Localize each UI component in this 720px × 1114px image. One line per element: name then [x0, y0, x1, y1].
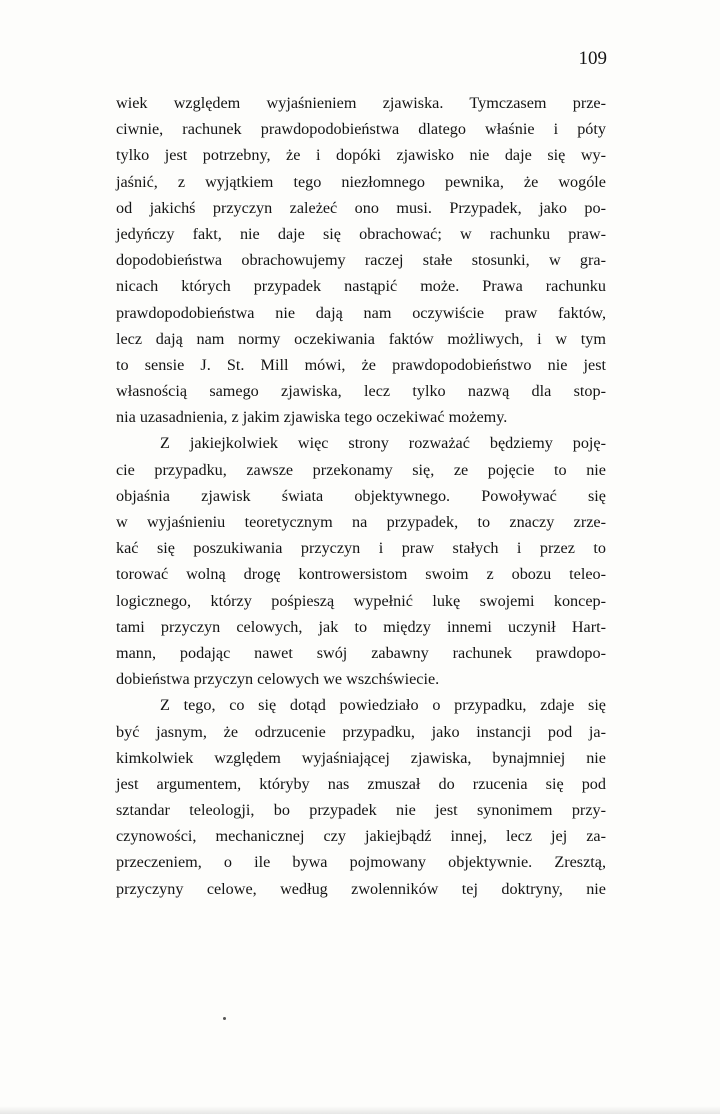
text-line: od jakichś przyczyn zależeć ono musi. Przypadek, jako po- — [116, 198, 606, 217]
text-line: Z jakiejkolwiek więc strony rozważać będziemy poję- — [160, 434, 606, 453]
text-line: dopodobieństwa obrachowujemy raczej stałe stosunki, w gra- — [116, 251, 606, 270]
text-line: kać się poszukiwania przyczyn i praw stałych i przez to — [116, 539, 606, 558]
text-line: prawdopodobieństwa nie dają nam oczywiście praw faktów, — [116, 303, 606, 322]
text-line: wiek względem wyjaśnieniem zjawiska. Tymczasem prze- — [116, 94, 606, 112]
text-line: czynowości, mechanicznej czy jakiejbądź innej, lecz jej za- — [116, 827, 606, 846]
page-number: 109 — [578, 48, 607, 69]
text-line: sztandar teleologji, bo przypadek nie jest synonimem przy- — [116, 801, 606, 820]
text-line: to sensie J. St. Mill mówi, że prawdopodobieństwo nie jest — [116, 355, 606, 374]
page-bottom-edge — [0, 1106, 720, 1114]
text-line: ciwnie, rachunek prawdopodobieństwa dlatego właśnie i póty — [116, 120, 606, 139]
text-line: jest argumentem, któryby nas zmuszał do rzucenia się pod — [116, 774, 606, 793]
text-line: mann, podając nawet swój zabawny rachunek prawdopo- — [116, 643, 606, 662]
text-line: tylko jest potrzebny, że i dopóki zjawisko nie daje się wy- — [116, 146, 606, 165]
text-line: tami przyczyn celowych, jak to między innemi uczynił Hart- — [116, 617, 606, 636]
text-line: dobieństwa przyczyn celowych we wszchświecie. — [116, 670, 440, 689]
text-line: Z tego, co się dotąd powiedziało o przypadku, zdaje się — [160, 696, 606, 715]
text-line: objaśnia zjawisk świata objektywnego. Powoływać się — [116, 486, 606, 505]
body-text — [116, 90, 606, 902]
text-line: jedyńczy fakt, nie daje się obrachować; w rachunku praw- — [116, 224, 606, 243]
text-line: logicznego, którzy pośpieszą wypełnić lukę swojemi koncep- — [116, 591, 606, 610]
text-line: cie przypadku, zawsze przekonamy się, ze pojęcie to nie — [116, 460, 606, 479]
paragraph-1 — [116, 90, 606, 430]
text-line: nia uzasadnienia, z jakim zjawiska tego oczekiwać możemy. — [116, 408, 508, 427]
text-line: lecz dają nam normy oczekiwania faktów możliwych, i w tym — [116, 329, 606, 348]
text-line: własnością samego zjawiska, lecz tylko nazwą dla stop- — [116, 382, 606, 401]
text-line: nicach których przypadek nastąpić może. Prawa rachunku — [116, 277, 606, 296]
text-line: jaśnić, z wyjątkiem tego niezłomnego pewnika, że wogóle — [116, 172, 606, 191]
ink-speck — [223, 1017, 226, 1020]
text-line: torować wolną drogę kontrowersistom swoim z obozu teleo- — [116, 565, 606, 584]
text-line: w wyjaśnieniu teoretycznym na przypadek, to znaczy zrze- — [116, 513, 606, 531]
paragraph-3 — [116, 692, 606, 902]
paragraph-2 — [116, 430, 606, 692]
text-line: kimkolwiek względem wyjaśniającej zjawiska, bynajmniej nie — [116, 748, 606, 767]
text-line: przyczyny celowe, według zwolenników tej doktryny, nie — [116, 879, 606, 898]
text-line: być jasnym, że odrzucenie przypadku, jako instancji pod ja- — [116, 722, 606, 741]
text-line: przeczeniem, o ile bywa pojmowany objektywnie. Zresztą, — [116, 853, 606, 872]
